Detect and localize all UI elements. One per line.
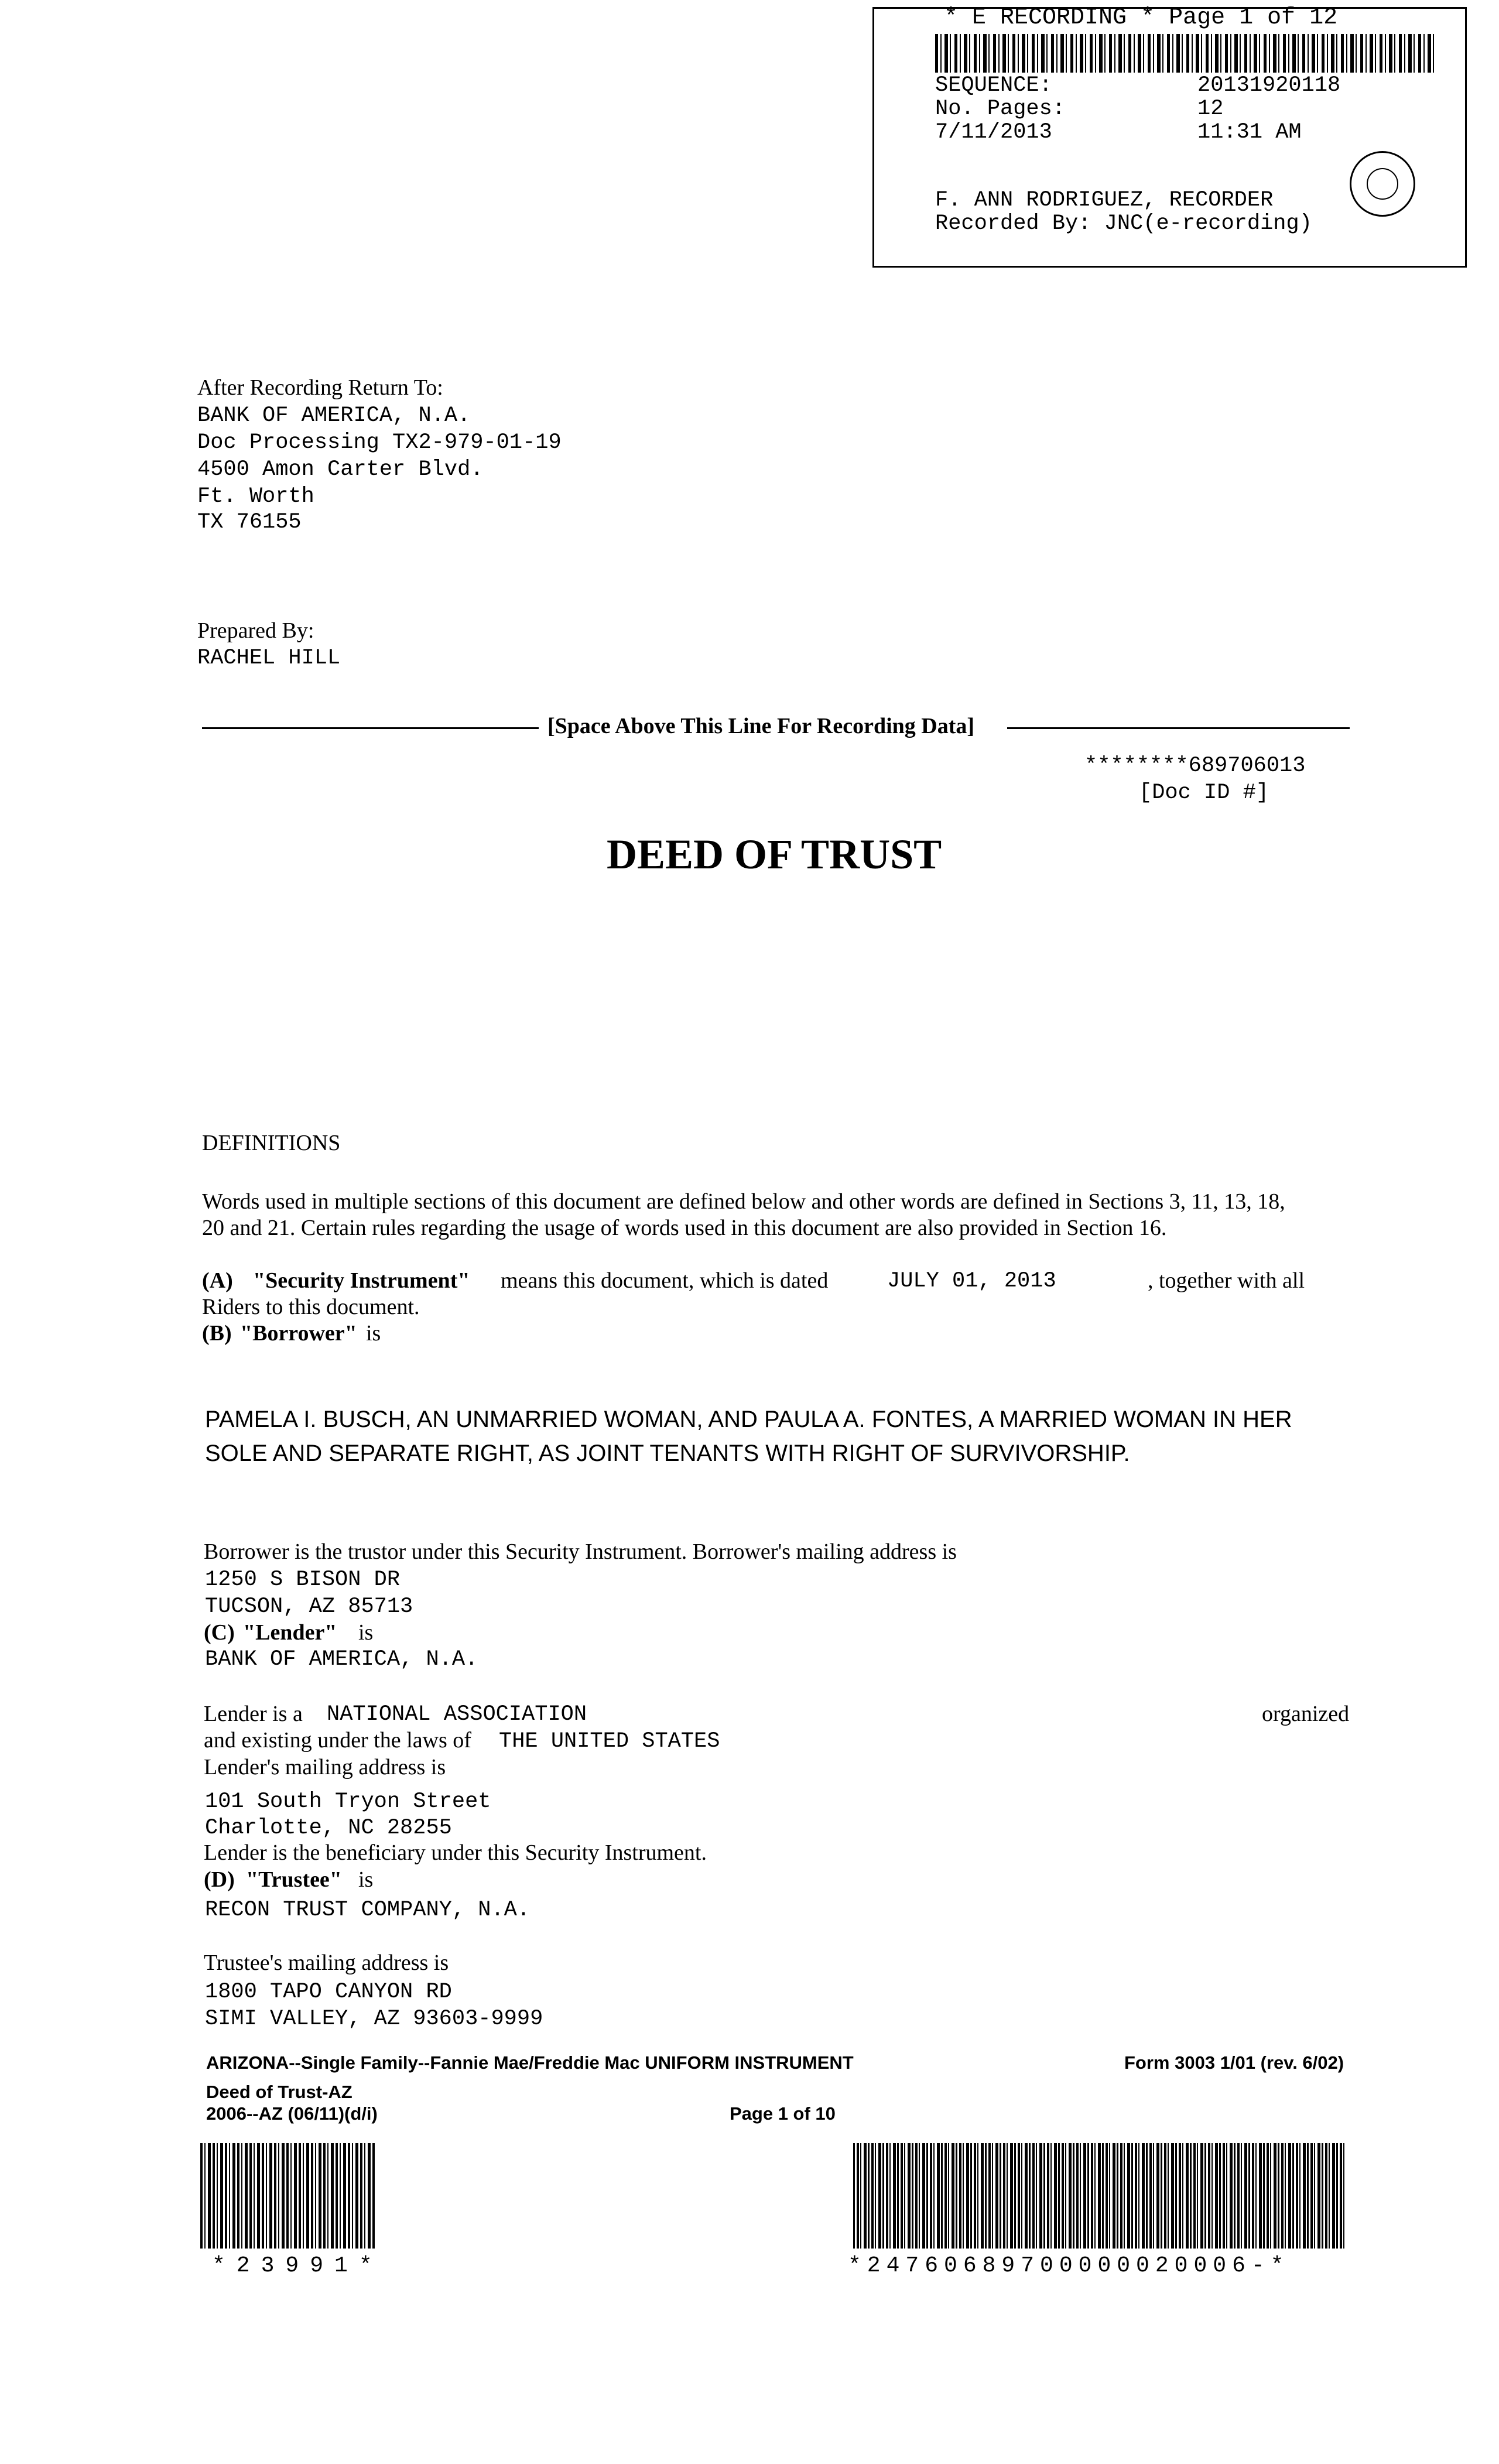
borrower-names-line1: PAMELA I. BUSCH, AN UNMARRIED WOMAN, AND PAULA A. FONTES, A MARRIED WOMAN IN HER xyxy=(205,1406,1292,1432)
return-to-line: Ft. Worth xyxy=(197,484,314,509)
lender-type: NATIONAL ASSOCIATION xyxy=(327,1702,587,1727)
doc-id-label: [Doc ID #] xyxy=(1139,781,1269,805)
footer-doc-name: Deed of Trust-AZ xyxy=(206,2082,352,2102)
definition-d-is: is xyxy=(358,1867,374,1892)
definition-a-line2: Riders to this document. xyxy=(202,1295,420,1319)
pages-value: 12 xyxy=(1197,97,1224,121)
trustee-name: RECON TRUST COMPANY, N.A. xyxy=(205,1898,531,1922)
document-title: DEED OF TRUST xyxy=(607,831,942,878)
doc-id-value: ********689706013 xyxy=(1084,754,1306,778)
definition-b-is: is xyxy=(366,1321,381,1346)
prepared-by-name: RACHEL HILL xyxy=(197,646,341,670)
recorder-name: F. ANN RODRIGUEZ, RECORDER xyxy=(935,188,1274,213)
definition-a-label: (A) xyxy=(202,1268,233,1293)
definitions-intro-line2: 20 and 21. Certain rules regarding the usage of words used in this document are also provided in Section 16. xyxy=(202,1216,1167,1240)
divider-line-right xyxy=(1007,727,1350,729)
borrower-trustor-text: Borrower is the trustor under this Security Instrument. Borrower's mailing address is xyxy=(204,1539,957,1564)
definition-a-text: means this document, which is dated xyxy=(501,1268,829,1293)
definition-a-term: "Security Instrument" xyxy=(253,1268,470,1293)
footer-doc-code: 2006--AZ (06/11)(d/i) xyxy=(206,2103,378,2124)
borrower-address-line1: 1250 S BISON DR xyxy=(205,1568,401,1592)
existing-under-label: and existing under the laws of xyxy=(204,1728,471,1753)
barcode-right-digits: *24760689700000020006-* xyxy=(848,2253,1290,2278)
definition-c-is: is xyxy=(358,1620,374,1645)
barcode-left-digits: *23991* xyxy=(212,2253,384,2278)
footer-page-number: Page 1 of 10 xyxy=(730,2103,836,2124)
return-to-label: After Recording Return To: xyxy=(197,375,443,400)
definition-c-term: "Lender" xyxy=(243,1620,337,1645)
recording-time: 11:31 AM xyxy=(1197,120,1302,145)
lender-address-line2: Charlotte, NC 28255 xyxy=(205,1816,452,1840)
county-seal xyxy=(1350,151,1415,217)
definition-c-label: (C) xyxy=(204,1620,235,1645)
sequence-value: 20131920118 xyxy=(1197,73,1341,98)
space-above-line-label: [Space Above This Line For Recording Data] xyxy=(547,714,975,738)
trustee-mailing-label: Trustee's mailing address is xyxy=(204,1950,449,1975)
definitions-intro-line1: Words used in multiple sections of this document are defined below and other words are defined in Sections 3, 11, 13, 18, xyxy=(202,1189,1285,1214)
organized-label: organized xyxy=(1262,1702,1350,1726)
definition-d-term: "Trustee" xyxy=(246,1867,342,1892)
divider-line-left xyxy=(202,727,539,729)
recording-barcode xyxy=(935,34,1434,73)
barcode-right xyxy=(853,2143,1346,2249)
footer-form: Form 3003 1/01 (rev. 6/02) xyxy=(1124,2052,1344,2073)
trustee-address-line1: 1800 TAPO CANYON RD xyxy=(205,1980,452,2004)
recorded-by: Recorded By: JNC(e-recording) xyxy=(935,211,1312,236)
lender-beneficiary-text: Lender is the beneficiary under this Security Instrument. xyxy=(204,1840,707,1865)
lender-address-line1: 101 South Tryon Street xyxy=(205,1789,491,1814)
return-to-line: BANK OF AMERICA, N.A. xyxy=(197,403,471,428)
lender-mailing-label: Lender's mailing address is xyxy=(204,1755,446,1779)
definition-b-label: (B) xyxy=(202,1321,232,1346)
definitions-heading: DEFINITIONS xyxy=(202,1131,341,1155)
pages-label: No. Pages: xyxy=(935,97,1066,121)
lender-is-a: Lender is a xyxy=(204,1702,303,1726)
trustee-address-line2: SIMI VALLEY, AZ 93603-9999 xyxy=(205,2007,543,2031)
definition-d-label: (D) xyxy=(204,1867,235,1892)
security-instrument-date: JULY 01, 2013 xyxy=(887,1269,1056,1293)
borrower-names-line2: SOLE AND SEPARATE RIGHT, AS JOINT TENANTS WITH RIGHT OF SURVIVORSHIP. xyxy=(205,1440,1130,1466)
prepared-by-label: Prepared By: xyxy=(197,618,314,643)
return-to-line: Doc Processing TX2-979-01-19 xyxy=(197,430,562,455)
return-to-line: 4500 Amon Carter Blvd. xyxy=(197,457,484,482)
return-to-line: TX 76155 xyxy=(197,510,302,535)
recording-date: 7/11/2013 xyxy=(935,120,1052,145)
barcode-left xyxy=(200,2143,375,2249)
lender-laws: THE UNITED STATES xyxy=(499,1729,720,1754)
lender-name: BANK OF AMERICA, N.A. xyxy=(205,1647,478,1672)
sequence-label: SEQUENCE: xyxy=(935,73,1052,98)
recording-stamp-header: * E RECORDING * Page 1 of 12 xyxy=(944,5,1338,31)
definition-b-term: "Borrower" xyxy=(240,1321,357,1346)
footer-instrument: ARIZONA--Single Family--Fannie Mae/Freddie Mac UNIFORM INSTRUMENT xyxy=(206,2052,854,2073)
definition-a-tail: , together with all xyxy=(1148,1268,1305,1293)
borrower-address-line2: TUCSON, AZ 85713 xyxy=(205,1594,413,1619)
